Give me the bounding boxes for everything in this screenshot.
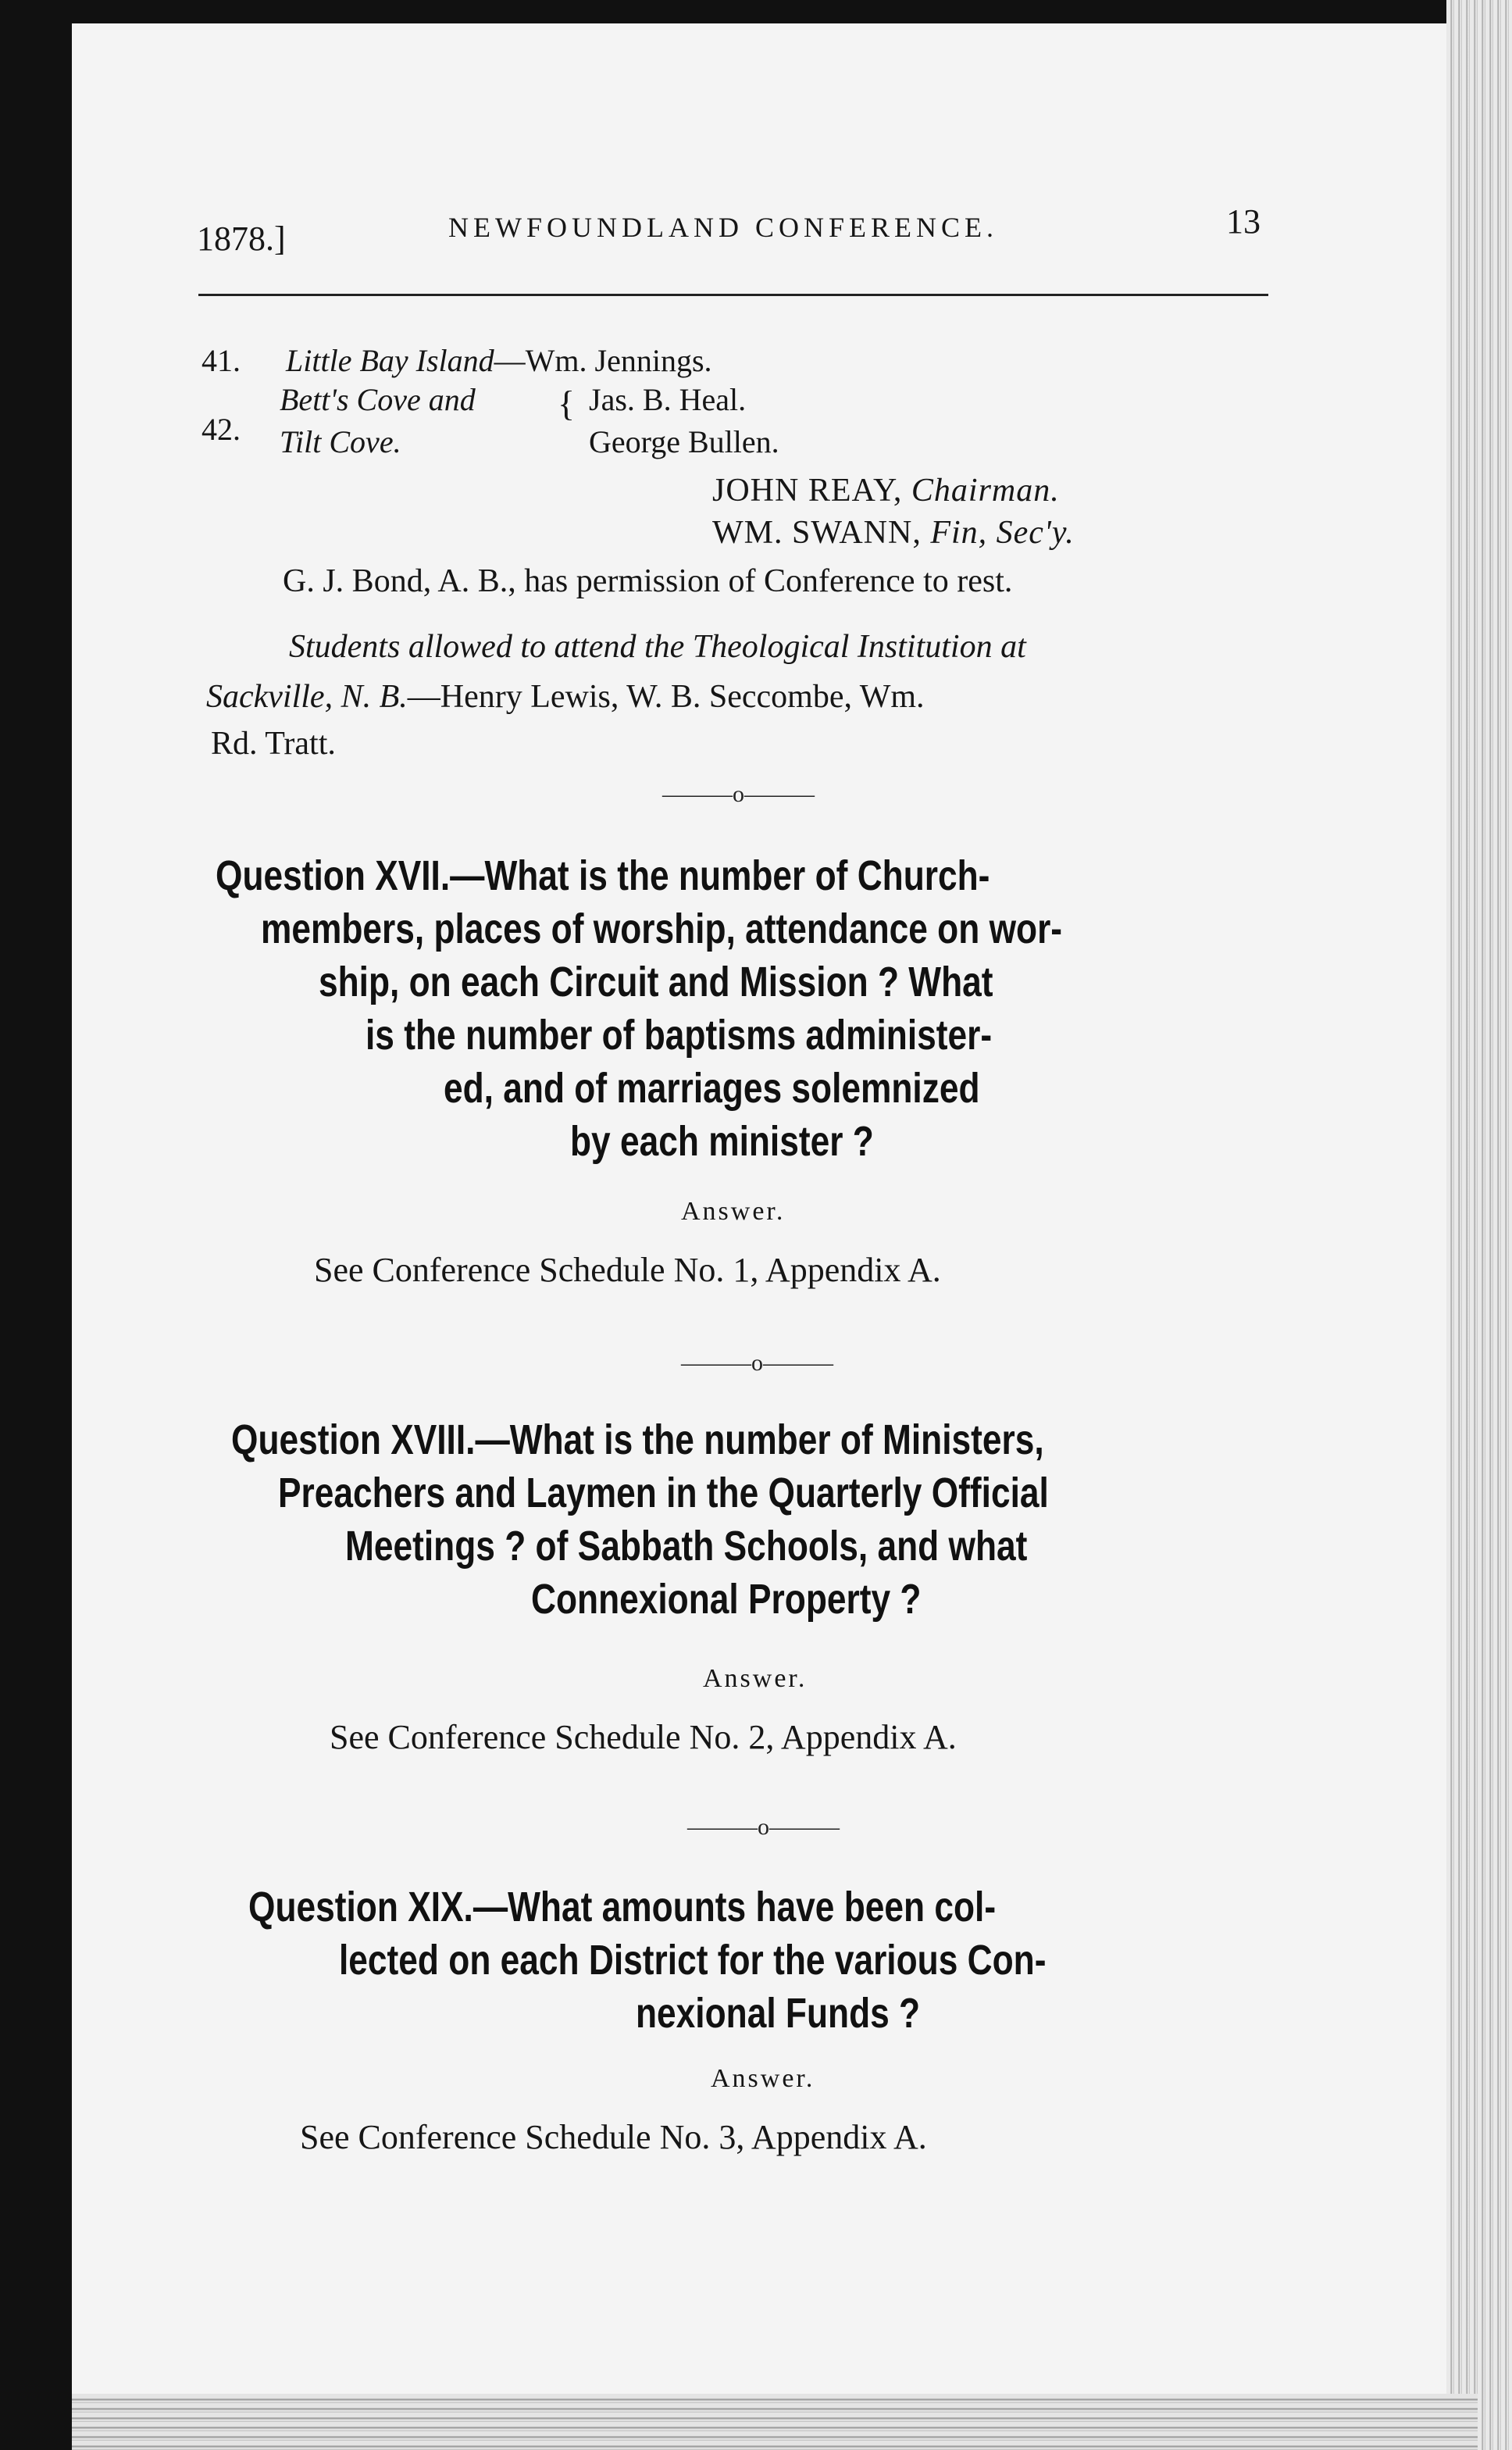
answer-heading: Answer. [703, 1664, 808, 1693]
signature-name: JOHN REAY, [712, 473, 903, 509]
answer-text: See Conference Schedule No. 2, Appendix A. [330, 1718, 957, 1756]
brace-icon: { [558, 384, 576, 423]
signature-secretary [712, 514, 1075, 552]
signature-name: WM. SWANN, [712, 515, 922, 551]
appointment-dash: — [494, 343, 526, 378]
students-line-1 [289, 628, 1026, 666]
section-separator: ———o——— [681, 1350, 833, 1376]
question-18-line-4: Connexional Property ? [531, 1576, 922, 1623]
students-italic: Students allowed to attend the Theological Institution at [289, 629, 1026, 665]
appointment-42-place-1 [280, 381, 476, 418]
question-18-line-2: Preachers and Laymen in the Quarterly Official [278, 1470, 1049, 1516]
page-number: 13 [1226, 202, 1261, 241]
question-17-line-1: Question XVII.—What is the number of Church- [216, 852, 990, 899]
question-19-line-2: lected on each District for the various Con- [339, 1937, 1047, 1984]
section-separator: ———o——— [662, 781, 815, 807]
answer-heading: Answer. [681, 1197, 786, 1226]
appointment-minister: Wm. Jennings. [525, 343, 712, 378]
signature-chairman [712, 472, 1060, 509]
question-17-line-4: is the number of baptisms administer- [366, 1012, 993, 1059]
signature-title: Chairman. [911, 473, 1060, 509]
appointment-number: 41. [201, 343, 241, 378]
question-18-line-1: Question XVIII.—What is the number of Ministers, [231, 1416, 1044, 1463]
appointment-41 [201, 342, 712, 379]
running-head-title: NEWFOUNDLAND CONFERENCE. [448, 212, 998, 243]
running-head-year: 1878.] [197, 220, 286, 258]
students-names: —Henry Lewis, W. B. Seccombe, Wm. [407, 679, 925, 715]
answer-text: See Conference Schedule No. 1, Appendix A. [314, 1251, 941, 1289]
section-separator: ———o——— [687, 1814, 840, 1840]
appointment-42-number: 42. [201, 412, 241, 447]
students-italic: Sackville, N. B. [206, 679, 408, 715]
appointment-42-minister-2: George Bullen. [589, 424, 779, 459]
page-edges-right [1446, 0, 1512, 2450]
answer-text: See Conference Schedule No. 3, Appendix A. [300, 2118, 927, 2156]
appointment-place: Little Bay Island [286, 343, 494, 378]
head-rule [198, 294, 1268, 296]
appointment-42-place-2 [280, 423, 401, 460]
question-19-line-1: Question XIX.—What amounts have been col- [248, 1884, 997, 1930]
signature-title: Fin, Sec'y. [930, 515, 1075, 551]
question-17-line-6: by each minister ? [570, 1118, 874, 1165]
appointment-place: Bett's Cove and [280, 382, 476, 417]
students-line-2 [206, 678, 925, 716]
students-line-3: Rd. Tratt. [211, 726, 336, 762]
question-17-line-5: ed, and of marriages solemnized [444, 1065, 980, 1112]
page-edges-bottom [72, 2394, 1478, 2450]
appointment-42-minister-1: Jas. B. Heal. [589, 382, 747, 417]
answer-heading: Answer. [711, 2064, 815, 2093]
question-19-line-3: nexional Funds ? [636, 1990, 921, 2037]
question-18-line-3: Meetings ? of Sabbath Schools, and what [345, 1523, 1028, 1570]
appointment-place: Tilt Cove. [280, 424, 401, 459]
question-17-line-3: ship, on each Circuit and Mission ? What [319, 959, 993, 1005]
question-17-line-2: members, places of worship, attendance on wor- [261, 905, 1063, 952]
permission-note: G. J. Bond, A. B., has permission of Conference to rest. [283, 563, 1013, 599]
